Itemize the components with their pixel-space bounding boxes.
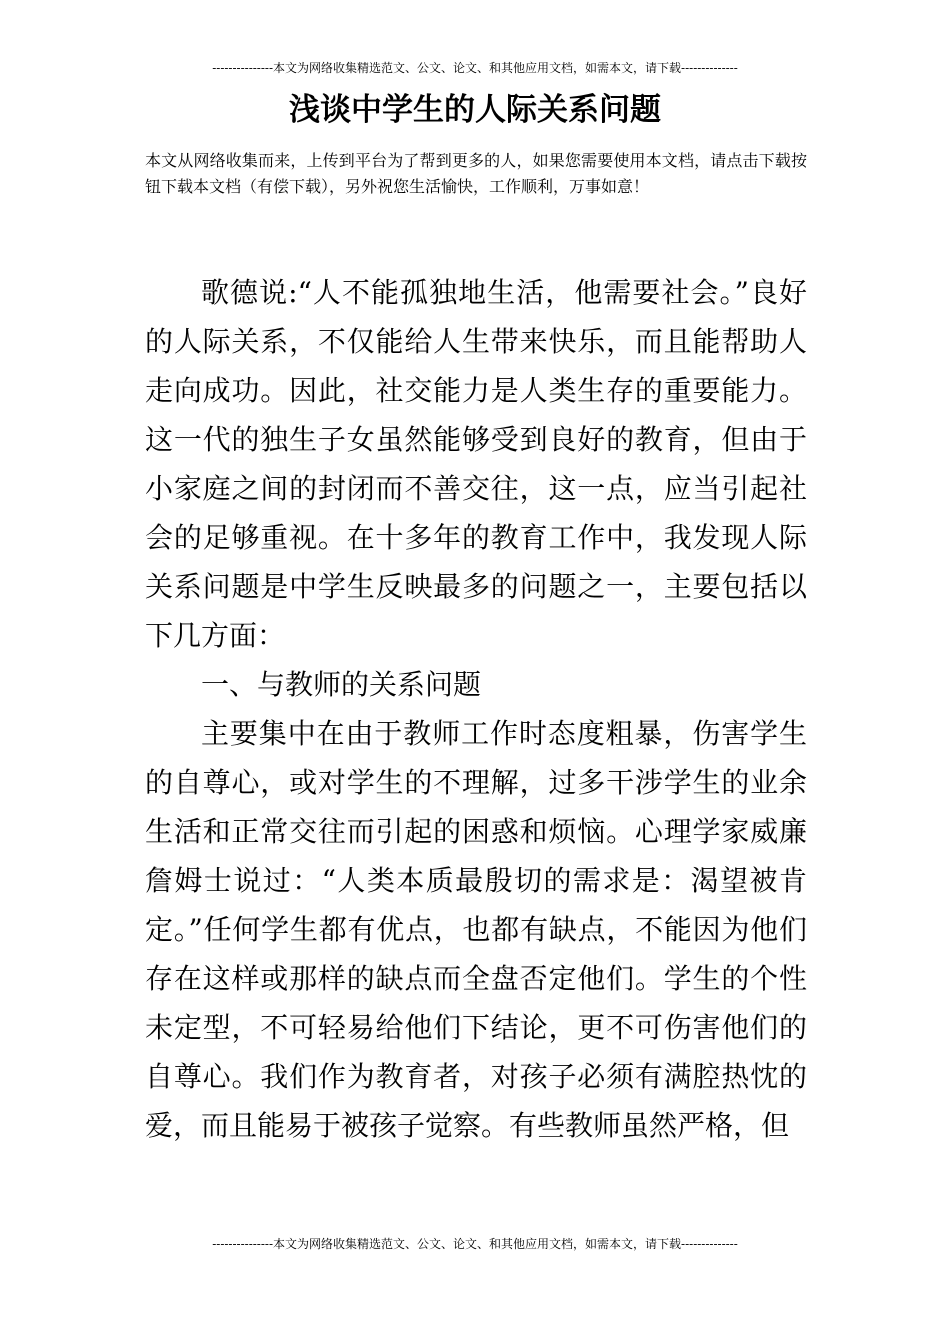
body-paragraph: 主要集中在由于教师工作时态度粗暴，伤害学生的自尊心，或对学生的不理解，过多干涉学生的业余生活和正常交往而引起的困惑和烦恼。心理学家威廉詹姆士说过：“人类本质最殷切的需求是：渴望被肯定。”任何学生都有优点，也都有缺点，不能因为他们存在这样或那样的缺点而全盘否定他们。学生的个性未定型，不可轻易给他们下结论，更不可伤害他们的自尊心。我们作为教育者，对孩子必须有满腔热忱的爱，而且能易于被孩子觉察。有些教师虽然严格，但	[145, 717, 807, 1142]
document-title: 浅谈中学生的人际关系问题	[289, 92, 661, 128]
footer-banner: ---------------本文为网络收集精选范文、公文、论文、和其他应用文档，如需本文，请下载--------------	[212, 1237, 738, 1251]
document-body	[145, 268, 807, 1150]
intro-note: 本文从网络收集而来，上传到平台为了帮到更多的人，如果您需要使用本文档，请点击下载按钮下载本文档（有偿下载），另外祝您生活愉快，工作顺利，万事如意！	[145, 151, 807, 196]
body-paragraph: 歌德说:“人不能孤独地生活，他需要社会。”良好的人际关系，不仅能给人生带来快乐，而且能帮助人走向成功。因此，社交能力是人类生存的重要能力。这一代的独生子女虽然能够受到良好的教育，但由于小家庭之间的封闭而不善交往，这一点，应当引起社会的足够重视。在十多年的教育工作中，我发现人际关系问题是中学生反映最多的问题之一，主要包括以下几方面：	[145, 276, 807, 652]
section-heading: 一、与教师的关系问题	[201, 668, 482, 701]
header-banner: ---------------本文为网络收集精选范文、公文、论文、和其他应用文档，如需本文，请下载--------------	[212, 61, 738, 75]
